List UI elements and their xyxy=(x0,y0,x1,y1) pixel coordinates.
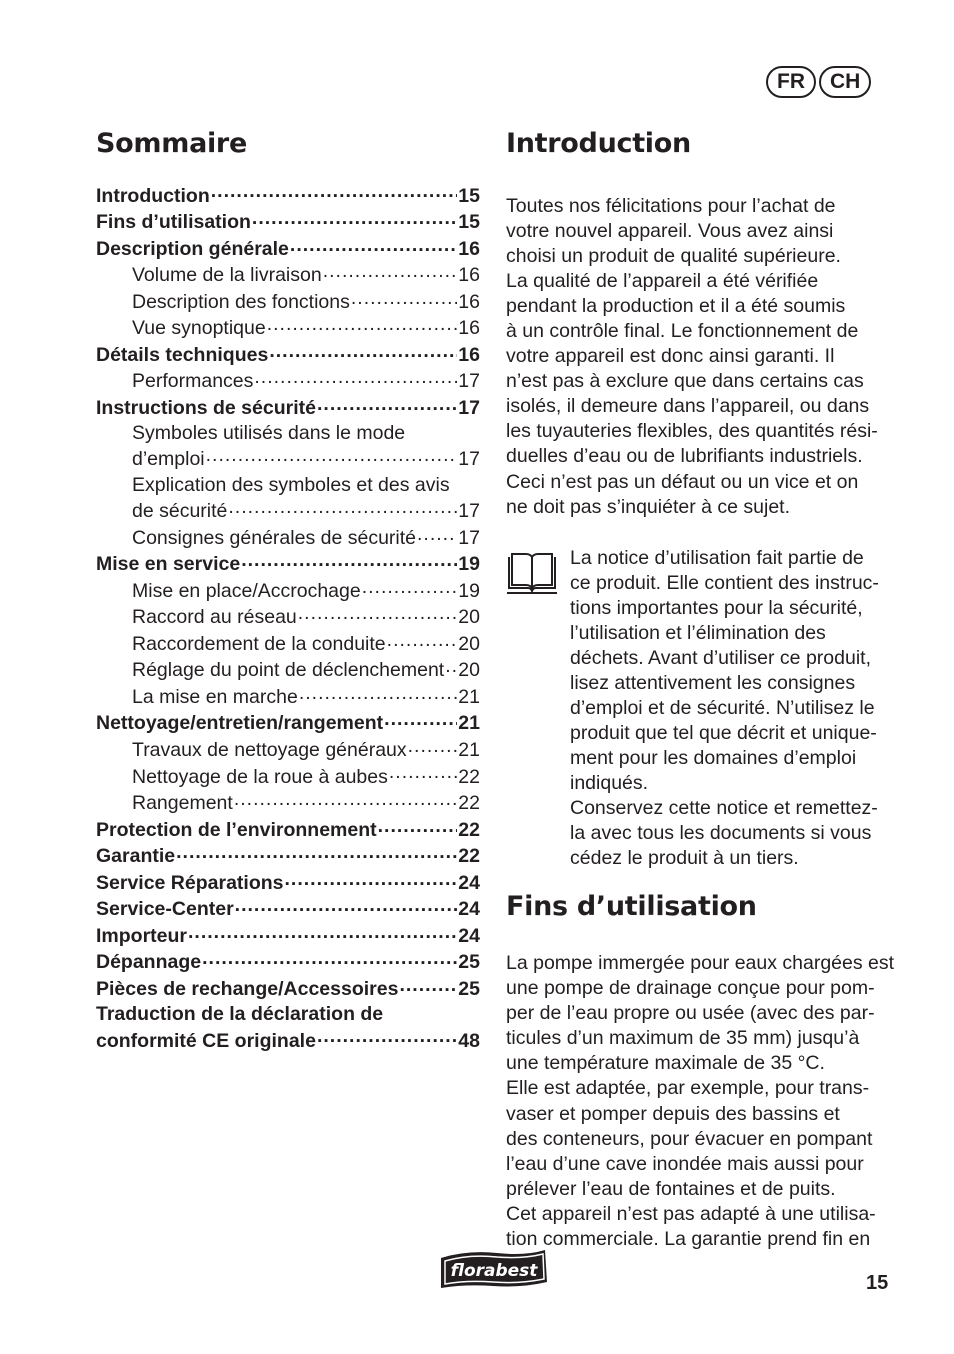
toc-entry xyxy=(96,551,480,578)
toc-leader-dots xyxy=(241,551,457,571)
manual-note xyxy=(506,546,896,872)
toc-leader-dots xyxy=(176,843,457,863)
toc-leader-dots xyxy=(206,446,458,466)
toc-entry-page: 24 xyxy=(458,898,480,921)
toc-entry xyxy=(96,341,480,368)
toc-entry-label: Description générale xyxy=(96,237,289,260)
toc-leader-dots xyxy=(211,182,458,202)
toc-entry xyxy=(96,683,480,710)
toc-entry xyxy=(96,577,480,604)
toc-entry xyxy=(96,262,480,289)
text-line: prélever l’eau de fontaines et de puits. xyxy=(506,1177,836,1200)
text-line: une pompe de drainage conçue pour pom- xyxy=(506,977,875,1000)
text-line: La pompe immergée pour eaux chargées est xyxy=(506,952,895,975)
text-line: Conservez cette notice et remettez- xyxy=(570,797,878,820)
toc-entry-page: 22 xyxy=(458,792,480,815)
text-line: les tuyauteries flexibles, des quantités rési- xyxy=(506,420,878,443)
text-line: Cet appareil n’est pas adapté à une utilisa- xyxy=(506,1202,876,1225)
toc-entry-label: Mise en service xyxy=(96,553,241,576)
toc-leader-dots xyxy=(234,790,457,810)
toc-entry-page: 16 xyxy=(458,264,480,287)
toc-leader-dots xyxy=(269,341,457,361)
toc-entry-label: Importeur xyxy=(96,924,188,947)
toc-entry-page: 19 xyxy=(458,553,480,576)
toc-entry-page: 17 xyxy=(458,370,480,393)
toc-entry-label: Traduction de la déclaration de xyxy=(96,1002,384,1025)
toc-entry xyxy=(96,604,480,631)
introduction-paragraph xyxy=(506,194,896,520)
toc-leader-dots xyxy=(228,498,457,518)
toc-entry xyxy=(96,736,480,763)
text-line: tion commerciale. La garantie prend fin en xyxy=(506,1227,871,1250)
toc-entry-label: Réglage du point de déclenchement xyxy=(132,659,445,682)
toc-entry xyxy=(96,473,480,498)
toc-entry-label: Vue synoptique xyxy=(132,317,266,340)
toc-entry-label: Travaux de nettoyage généraux xyxy=(132,738,407,761)
text-line: n’est pas à exclure que dans certains cas xyxy=(506,370,864,393)
toc-entry-label: Pièces de rechange/Accessoires xyxy=(96,977,399,1000)
text-line: choisi un produit de qualité supérieure. xyxy=(506,245,841,268)
text-line: déchets. Avant d’utiliser ce produit, xyxy=(570,646,871,669)
text-line: des conteneurs, pour évacuer en pompant xyxy=(506,1127,873,1150)
text-line: à un contrôle final. Le fonctionnement de xyxy=(506,320,859,343)
toc-entry-label: Garantie xyxy=(96,845,176,868)
toc-entry xyxy=(96,816,480,843)
toc-entry-label: Nettoyage de la roue à aubes xyxy=(132,765,388,788)
table-of-contents xyxy=(96,182,480,1054)
toc-leader-dots xyxy=(252,209,457,229)
toc-entry-page: 16 xyxy=(458,317,480,340)
toc-entry-label: Fins d’utilisation xyxy=(96,211,251,234)
toc-entry-page: 24 xyxy=(458,871,480,894)
toc-entry-label: Introduction xyxy=(96,184,210,207)
toc-entry-page: 22 xyxy=(458,765,480,788)
toc-entry-page: 48 xyxy=(458,1029,480,1052)
logo-text: florabest xyxy=(450,1261,538,1281)
toc-entry xyxy=(96,896,480,923)
toc-entry-page: 21 xyxy=(458,685,480,708)
toc-leader-dots xyxy=(188,922,457,942)
florabest-logo xyxy=(437,1246,551,1290)
toc-entry xyxy=(96,949,480,976)
text-line: per de l’eau propre ou usée (avec des par- xyxy=(506,1002,875,1025)
page-number: 15 xyxy=(866,1272,889,1294)
toc-entry-page: 17 xyxy=(458,396,480,419)
toc-entry xyxy=(96,182,480,209)
toc-entry-label: Nettoyage/entretien/rangement xyxy=(96,712,384,735)
toc-entry-label: Symboles utilisés dans le mode xyxy=(132,421,406,444)
toc-leader-dots xyxy=(290,235,457,255)
toc-leader-dots xyxy=(323,262,458,282)
toc-entry xyxy=(96,368,480,395)
text-line: ticules d’un maximum de 35 mm) jusqu’à xyxy=(506,1027,860,1050)
toc-entry-page: 16 xyxy=(458,290,480,313)
toc-entry-label: Volume de la livraison xyxy=(132,264,322,287)
text-line: Toutes nos félicitations pour l’achat de xyxy=(506,195,836,217)
toc-entry-label: Instructions de sécurité xyxy=(96,396,316,419)
toc-entry-label: conformité CE originale xyxy=(96,1029,316,1052)
toc-entry-page: 16 xyxy=(458,343,480,366)
toc-leader-dots xyxy=(235,896,458,916)
toc-entry-page: 22 xyxy=(458,818,480,841)
toc-entry-label: Service-Center xyxy=(96,898,234,921)
toc-entry xyxy=(96,790,480,817)
toc-entry-label: Raccordement de la conduite xyxy=(132,632,386,655)
toc-entry xyxy=(96,975,480,1002)
text-line: produit que tel que décrit et unique- xyxy=(570,721,877,744)
text-line: ment pour les domaines d’emploi xyxy=(570,746,857,769)
sommaire-title: Sommaire xyxy=(96,128,247,159)
text-line: d’emploi et de sécurité. N’utilisez le xyxy=(570,696,875,719)
toc-entry-label: Détails techniques xyxy=(96,343,269,366)
toc-leader-dots xyxy=(445,657,457,677)
text-line: votre nouvel appareil. Vous avez ainsi xyxy=(506,220,834,243)
toc-entry xyxy=(96,657,480,684)
text-line: la avec tous les documents si vous xyxy=(570,822,872,845)
toc-entry xyxy=(96,1002,480,1027)
toc-leader-dots xyxy=(317,1027,457,1047)
toc-entry xyxy=(96,869,480,896)
toc-entry-page: 20 xyxy=(458,659,480,682)
text-line: pendant la production et il a été soumis xyxy=(506,295,846,318)
text-line: tions importantes pour la sécurité, xyxy=(570,596,863,619)
lang-badge-fr: FR xyxy=(766,66,816,98)
toc-leader-dots xyxy=(399,975,457,995)
toc-entry-label: Dépannage xyxy=(96,951,202,974)
toc-entry xyxy=(96,288,480,315)
open-book-icon xyxy=(506,552,558,596)
fins-paragraph xyxy=(506,951,896,1252)
lang-badge-ch: CH xyxy=(819,66,871,98)
toc-entry-label: Performances xyxy=(132,370,254,393)
toc-entry-page: 25 xyxy=(458,977,480,1000)
toc-entry xyxy=(96,446,480,473)
toc-entry-page: 17 xyxy=(458,526,480,549)
language-badges xyxy=(766,66,874,98)
text-line: une température maximale de 35 °C. xyxy=(506,1052,825,1075)
toc-leader-dots xyxy=(362,577,458,597)
toc-entry xyxy=(96,498,480,525)
text-line: ce produit. Elle contient des instruc- xyxy=(570,571,879,594)
toc-entry-label: de sécurité xyxy=(132,500,228,523)
toc-entry-label: d’emploi xyxy=(132,448,205,471)
toc-entry-label: Explication des symboles et des avis xyxy=(132,473,450,496)
toc-leader-dots xyxy=(389,763,457,783)
toc-entry-page: 16 xyxy=(458,237,480,260)
text-line: La qualité de l’appareil a été vérifiée xyxy=(506,270,819,293)
toc-leader-dots xyxy=(351,288,457,308)
toc-entry-page: 21 xyxy=(458,738,480,761)
toc-entry-page: 17 xyxy=(458,500,480,523)
fins-title: Fins d’utilisation xyxy=(506,891,757,923)
text-line: lisez attentivement les consignes xyxy=(570,671,856,694)
manual-note-text xyxy=(570,546,896,872)
toc-entry-label: Consignes générales de sécurité xyxy=(132,526,417,549)
text-line: indiqués. xyxy=(570,772,649,795)
text-line: vaser et pomper depuis des bassins et xyxy=(506,1102,840,1125)
toc-entry-page: 20 xyxy=(458,632,480,655)
toc-leader-dots xyxy=(384,710,457,730)
toc-entry-page: 20 xyxy=(458,606,480,629)
toc-leader-dots xyxy=(317,394,457,414)
toc-entry-label: Raccord au réseau xyxy=(132,606,297,629)
toc-entry xyxy=(96,315,480,342)
toc-entry xyxy=(96,235,480,262)
text-line: isolés, il demeure dans l’appareil, ou dans xyxy=(506,395,870,418)
toc-leader-dots xyxy=(298,604,458,624)
text-line: Ceci n’est pas un défaut ou un vice et on xyxy=(506,470,859,493)
text-line: duelles d’eau ou de lubrifiants industriels. xyxy=(506,445,863,468)
toc-leader-dots xyxy=(202,949,457,969)
toc-entry-page: 15 xyxy=(458,211,480,234)
text-line: ne doit pas s’inquiéter à ce sujet. xyxy=(506,495,791,518)
toc-entry-page: 25 xyxy=(458,951,480,974)
text-line: cédez le produit à un tiers. xyxy=(570,847,799,870)
toc-leader-dots xyxy=(387,630,458,650)
text-line: La notice d’utilisation fait partie de xyxy=(570,546,864,569)
toc-entry xyxy=(96,630,480,657)
toc-entry xyxy=(96,524,480,551)
toc-entry-page: 19 xyxy=(458,579,480,602)
toc-entry xyxy=(96,763,480,790)
fins-section xyxy=(506,889,896,1252)
toc-entry xyxy=(96,922,480,949)
toc-entry xyxy=(96,710,480,737)
toc-entry-page: 22 xyxy=(458,845,480,868)
toc-entry-label: Description des fonctions xyxy=(132,290,350,313)
text-line: l’utilisation et l’élimination des xyxy=(570,621,826,644)
toc-leader-dots xyxy=(267,315,458,335)
introduction-title: Introduction xyxy=(506,128,691,159)
toc-leader-dots xyxy=(417,524,457,544)
toc-leader-dots xyxy=(408,736,458,756)
toc-entry xyxy=(96,1027,480,1054)
toc-entry-page: 24 xyxy=(458,924,480,947)
sommaire-column xyxy=(96,126,480,1054)
toc-leader-dots xyxy=(254,368,457,388)
content-column xyxy=(506,126,896,1252)
toc-entry-label: Rangement xyxy=(132,792,233,815)
toc-entry-page: 21 xyxy=(458,712,480,735)
toc-entry-label: Service Réparations xyxy=(96,871,284,894)
toc-entry-page: 15 xyxy=(458,184,480,207)
text-line: l’eau d’une cave inondée mais aussi pour xyxy=(506,1152,864,1175)
toc-entry xyxy=(96,209,480,236)
toc-leader-dots xyxy=(285,869,458,889)
toc-entry-page: 17 xyxy=(458,448,480,471)
toc-entry xyxy=(96,843,480,870)
toc-entry-label: La mise en marche xyxy=(132,685,298,708)
toc-entry xyxy=(96,421,480,446)
toc-entry-label: Protection de l’environnement xyxy=(96,818,377,841)
toc-entry xyxy=(96,394,480,421)
text-line: Elle est adaptée, par exemple, pour trans- xyxy=(506,1077,870,1100)
toc-entry-label: Mise en place/Accrochage xyxy=(132,579,361,602)
toc-leader-dots xyxy=(299,683,457,703)
toc-leader-dots xyxy=(378,816,458,836)
text-line: votre appareil est donc ainsi garanti. Il xyxy=(506,345,835,368)
